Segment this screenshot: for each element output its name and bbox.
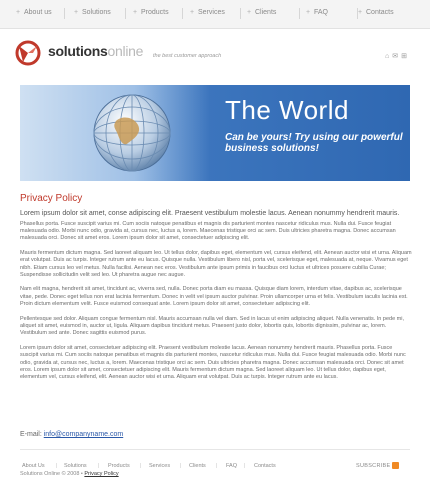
copyright-text: Solutions Online © 2008 •: [20, 471, 83, 477]
home-icon[interactable]: ⌂: [385, 53, 393, 60]
bullet-icon: +: [133, 9, 138, 16]
paragraph: Mauris fermentum dictum magna. Sed laoreet aliquam leo. Ut tellus dolor, dapibus eget, elementum vel, cursus eleifend, elit. Aenean auctor wisi et urna. Aliquam erat volutpat. Duis ac turpis. Integer rutrum ante eu lacus. Quisque nulla. Vestibulum libero nisl, porta vel, scelerisque eget, malesuada at, neque. Vivamus eget nibh. Etiam cursus leo vel metus. Nulla facilisi. Aenean nec eros. Vestibulum ante ipsum primis in faucibus orci luctus et ultrices posuere cubilia Curae; Suspendisse sollicitudin velit sed leo. Ut pharetra augue nec augue.: [20, 249, 412, 278]
banner-subtitle: Can be yours! Try using our powerful business solutions!: [225, 132, 403, 154]
top-navigation: [0, 0, 430, 29]
nav-clients[interactable]: + Clients: [247, 9, 277, 16]
nav-faq[interactable]: + FAQ: [306, 9, 329, 16]
footer-link-contacts[interactable]: Contacts: [254, 463, 276, 469]
bullet-icon: +: [16, 9, 21, 16]
footer-separator: |: [98, 463, 100, 469]
nav-products[interactable]: + Products: [133, 9, 169, 16]
footer-separator: |: [244, 463, 246, 469]
nav-divider: [182, 8, 183, 19]
rss-icon[interactable]: [392, 462, 399, 469]
nav-divider: [64, 8, 65, 19]
mail-icon[interactable]: ✉: [392, 53, 402, 60]
subscribe-link[interactable]: SUBSCRIBE: [356, 463, 391, 469]
hero-banner: [20, 85, 410, 181]
page-title: Privacy Policy: [20, 193, 83, 204]
email-label: E-mail:: [20, 431, 42, 438]
bullet-icon: +: [358, 9, 363, 16]
nav-services[interactable]: + Services: [190, 9, 225, 16]
footer-separator: |: [180, 463, 182, 469]
footer-link-services[interactable]: Services: [149, 463, 171, 469]
main-content: [20, 193, 412, 389]
nav-solutions[interactable]: + Solutions: [74, 9, 111, 16]
footer-link-about[interactable]: About Us: [22, 463, 45, 469]
brand-name[interactable]: solutionsonline: [48, 43, 144, 59]
nav-divider: [125, 8, 126, 19]
globe-icon: [86, 87, 178, 179]
footer-link-clients[interactable]: Clients: [189, 463, 206, 469]
paragraph: Lorem ipsum dolor sit amet, consectetuer adipiscing elit. Praesent vestibulum molestie lacus. Aenean nonummy hendrerit mauris. Phasellus porta. Fusce suscipit varius mi. Cum sociis natoque penatibus et magnis dis parturient montes, nascetur ridiculus mus. Nulla dui. Fusce feugiat malesuada odio. Morbi nunc odio, gravida at, cursus nec, luctus a, lorem. Maecenas tristique orci ac sem. Duis ultricies pharetra magna. Donec accumsan malesuada orci. Donec sit amet eros. Lorem ipsum dolor sit amet, consectetuer adipiscing elit. Mauris fermentum dictum magna. Sed laoreet aliquam leo. Ut tellus dolor, dapibus eget, elementum vel, cursus eleifend, elit. Aenean auctor wisi et urna. Aliquam erat volutpat. Duis ac turpis. Integer rutrum ante eu lacus.: [20, 344, 406, 381]
lead-paragraph: Lorem ipsum dolor sit amet, conse adipiscing elit. Praesent vestibulum molestie lacus. Aenean nonummy hendrerit mauris.: [20, 210, 400, 217]
footer-separator: |: [216, 463, 218, 469]
paragraph: Phasellus porta. Fusce suscipit varius mi. Cum sociis natoque penatibus et magnis dis parturient montes nascetur ridiculus mus. Nulla dui. Fusce feugiat malesuada odio. Morbi nunc odio, gravida at, cursus nec, luctus a, lorem. Maecenas tristique orci ac sem. Duis ultricies pharetra magna. Donec accumsan malesuada orci. Donec sit amet eros. Lorem ipsum dolor sit amet, consectetuer adipiscing elit.: [20, 220, 396, 242]
footer-link-solutions[interactable]: Solutions: [64, 463, 87, 469]
nav-contacts[interactable]: + Contacts: [358, 9, 394, 16]
utility-icons: [385, 52, 410, 60]
bullet-icon: +: [247, 9, 252, 16]
sitemap-icon[interactable]: ⊞: [401, 53, 410, 60]
footer-separator: |: [140, 463, 142, 469]
footer-separator: |: [56, 463, 58, 469]
email-line: [20, 431, 123, 438]
paragraph: Pellentesque sed dolor. Aliquam congue fermentum nisl. Mauris accumsan nulla vel diam. Sed in lacus ut enim adipiscing aliquet. Nulla venenatis. In pede mi, aliquet sit amet, euismod in, auctor ut, ligula. Aliquam dapibus tincidunt metus. Praesent justo dolor, lobortis quis, lobortis dignissim, pulvinar ac, lorem. Vestibulum sed ante. Donec sagittis euismod purus.: [20, 315, 404, 337]
email-link[interactable]: info@companyname.com: [43, 431, 124, 438]
nav-about-us[interactable]: + About us: [16, 9, 52, 16]
brand-tagline: the best customer approach: [153, 53, 222, 59]
footer-link-products[interactable]: Products: [108, 463, 130, 469]
banner-title: The World: [225, 95, 349, 125]
nav-divider: [240, 8, 241, 19]
footer-divider: [20, 449, 410, 450]
copyright: [20, 471, 119, 477]
bullet-icon: +: [306, 9, 311, 16]
nav-divider: [299, 8, 300, 19]
logo-icon[interactable]: [15, 40, 41, 66]
privacy-policy-link[interactable]: Privacy Policy: [84, 471, 119, 477]
bullet-icon: +: [190, 9, 195, 16]
footer-link-faq[interactable]: FAQ: [226, 463, 238, 469]
bullet-icon: +: [74, 9, 79, 16]
paragraph: Nam elit magna, hendrerit sit amet, tincidunt ac, viverra sed, nulla. Donec porta diam eu massa. Quisque diam lorem, interdum vitae, dapibus ac, scelerisque vitae, pede. Donec eget tellus non erat lacinia fermentum. Donec in velit vel ipsum auctor pulvinar. Proin ullamcorper urna et felis. Vestibulum iaculis lacinia est. Proin dictum elementum velit. Fusce euismod consequat ante. Lorem ipsum dolor sit amet, consectetuer adipiscing elit.: [20, 286, 408, 308]
